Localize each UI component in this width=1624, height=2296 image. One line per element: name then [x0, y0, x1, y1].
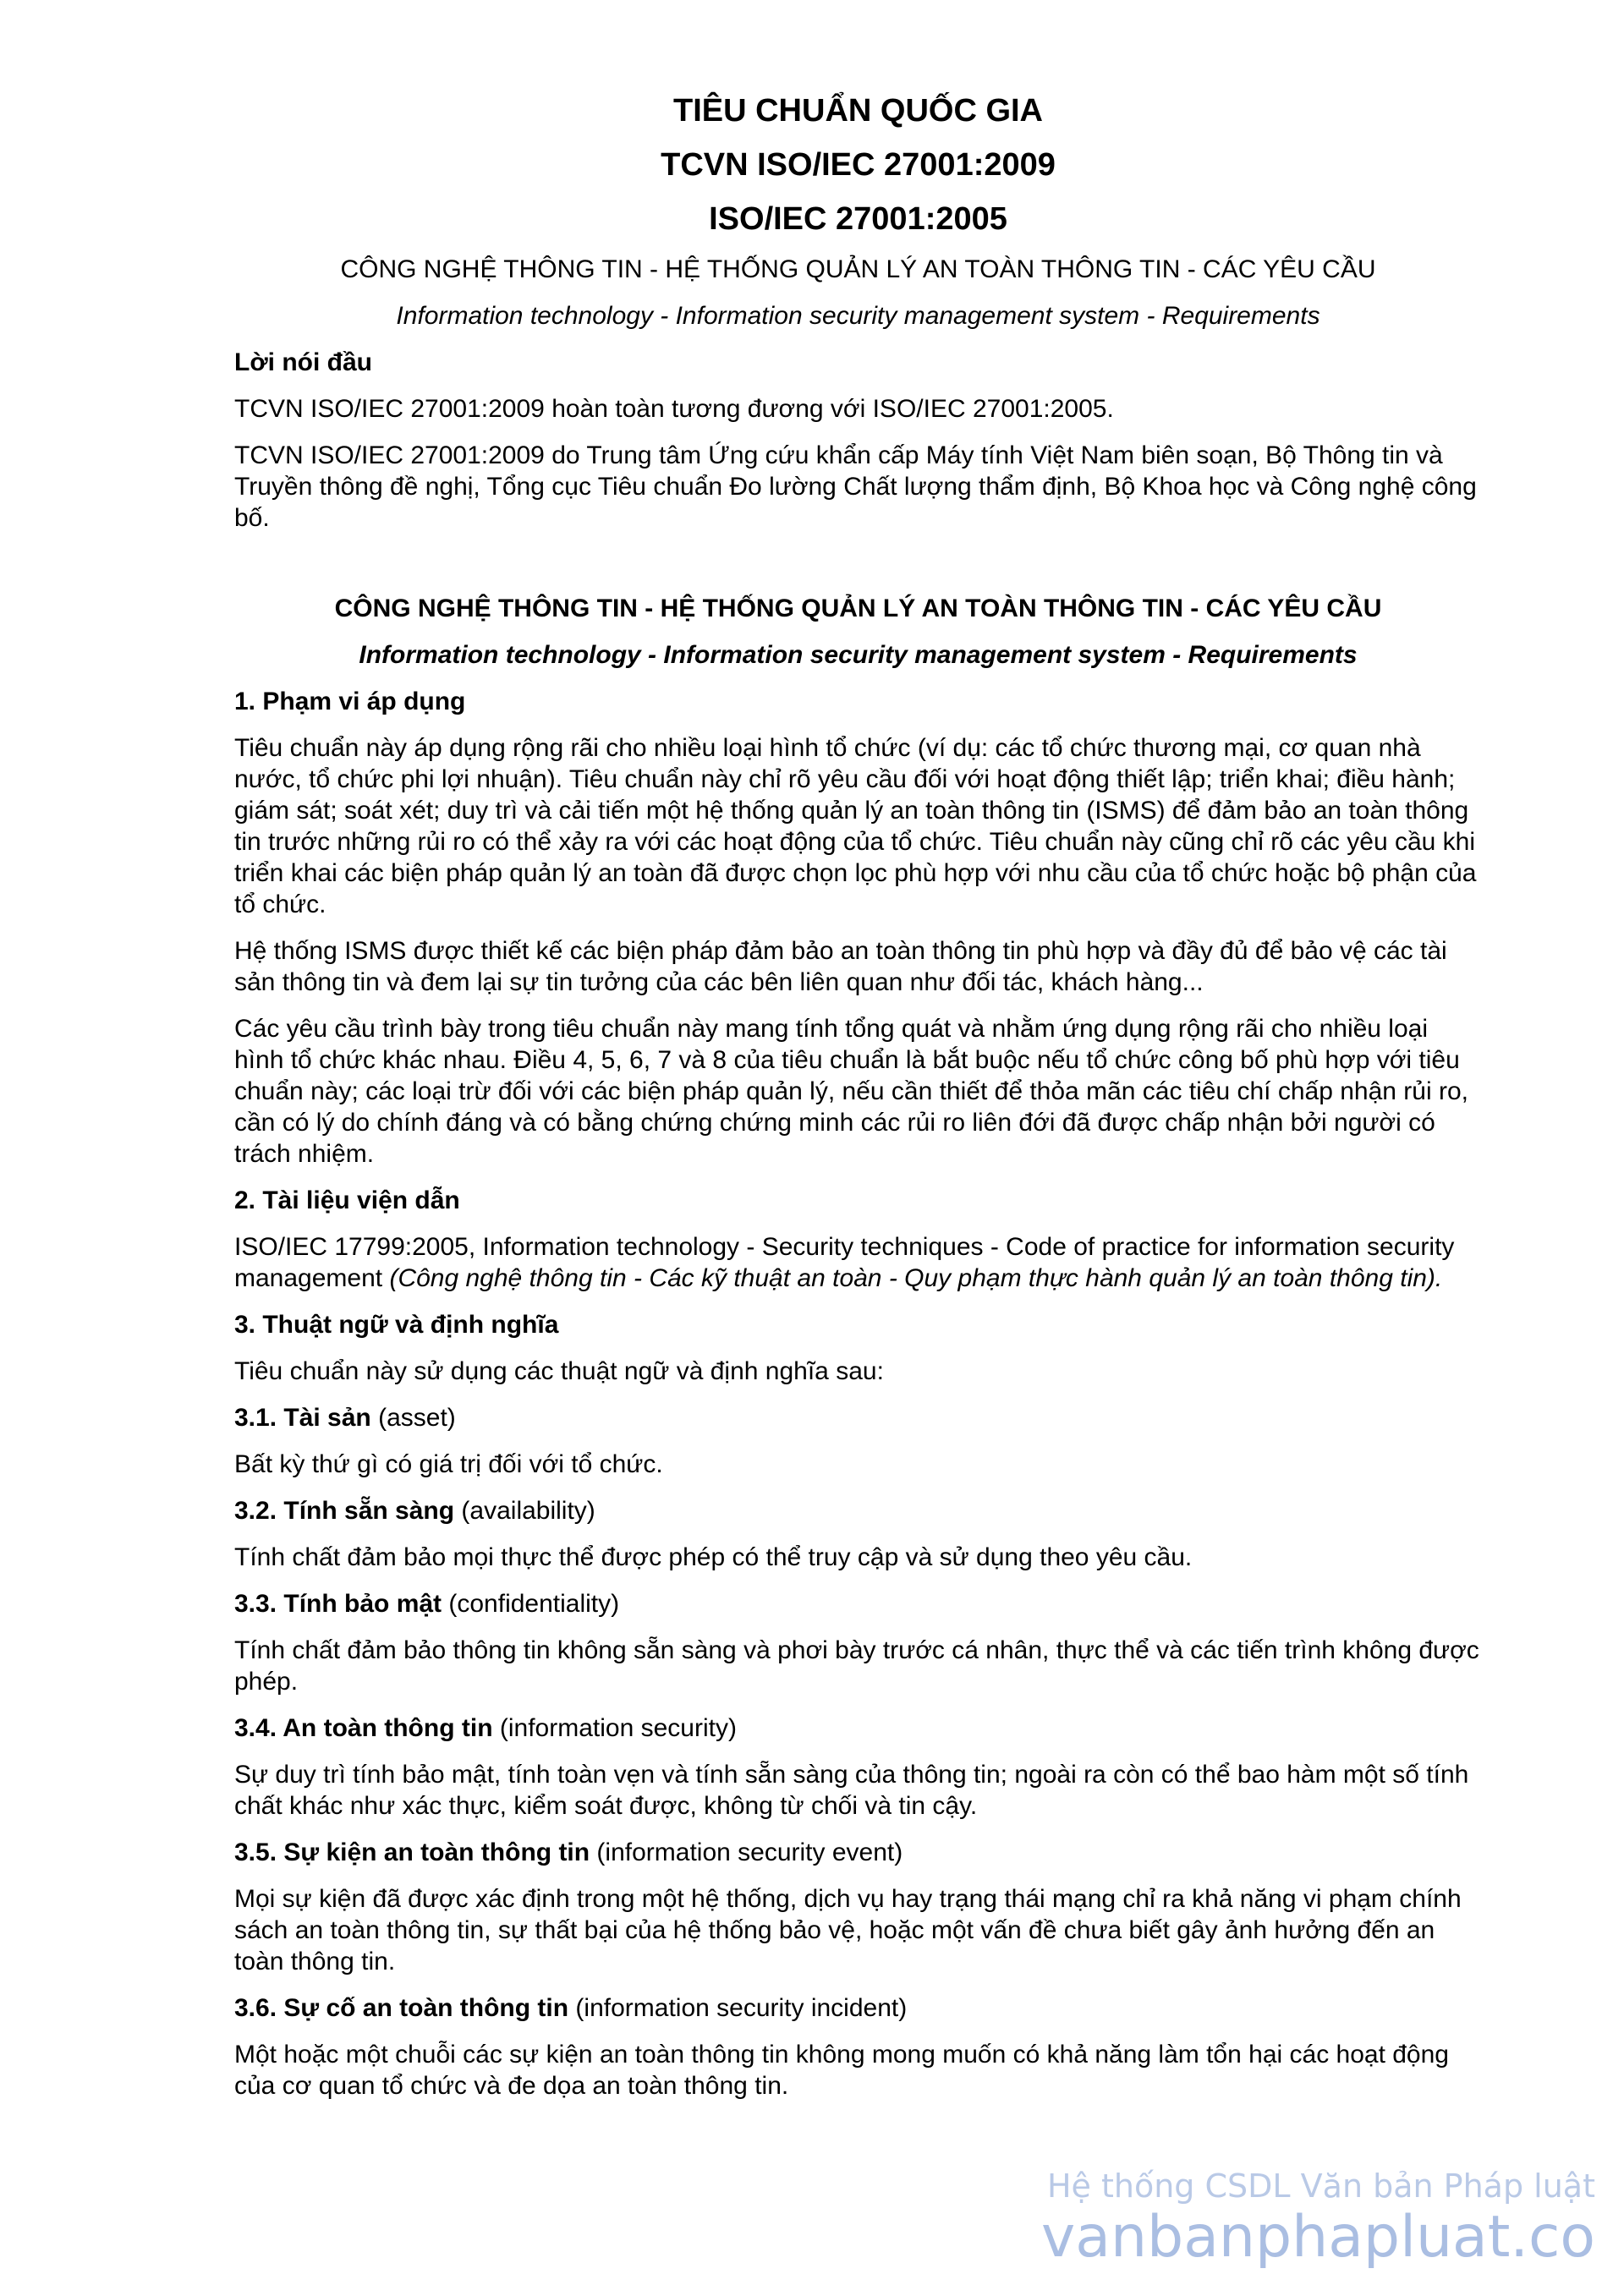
section-paragraph: Hệ thống ISMS được thiết kế các biện pháp đảm bảo an toàn thông tin phù hợp và đầy đủ để bảo vệ các tài sản thông tin và đem lại sự tin tưởng của các bên liên quan như đối tác, khách hàng... — [234, 937, 1447, 996]
term-english: (availability) — [454, 1497, 595, 1525]
watermark-site: vanbanphapluat.co — [1041, 2204, 1595, 2271]
watermark — [1041, 2167, 1595, 2270]
term-heading — [234, 1402, 1482, 1433]
term-number: 3.2. Tính sẵn sàng — [234, 1497, 455, 1525]
section-paragraph: Các yêu cầu trình bày trong tiêu chuẩn này mang tính tổng quát và nhằm ứng dụng rộng rãi cho nhiều loại hình tổ chức khác nhau. Điều 4, 5, 6, 7 và 8 của tiêu chuẩn là bắt buộc nếu tổ chức công bố phù hợp với tiêu chuẩn này; các loại trừ đối với các biện pháp quản lý, nếu cần thiết để thỏa mãn các tiêu chí chấp nhận rủi ro, cần có lý do chính đáng và có bằng chứng chứng minh các rủi ro liên đới đã được chấp nhận bởi người có trách nhiệm. — [234, 1015, 1468, 1168]
section-heading: 1. Phạm vi áp dụng — [234, 688, 466, 715]
reference-translation: (Công nghệ thông tin - Các kỹ thuật an toàn - Quy phạm thực hành quản lý an toàn thông tin). — [389, 1264, 1443, 1292]
term-english: (information security event) — [590, 1838, 903, 1866]
term-heading — [234, 1837, 1482, 1868]
main-title-vi: CÔNG NGHỆ THÔNG TIN - HỆ THỐNG QUẢN LÝ AN TOÀN THÔNG TIN - CÁC YÊU CẦU — [334, 595, 1382, 622]
doc-code: TCVN ISO/IEC 27001:2009 — [661, 147, 1056, 183]
term-english: (asset) — [370, 1404, 456, 1432]
term-definition: Bất kỳ thứ gì có giá trị đối với tổ chức. — [234, 1450, 663, 1478]
foreword-paragraph: TCVN ISO/IEC 27001:2009 hoàn toàn tương đương với ISO/IEC 27001:2005. — [234, 395, 1114, 423]
term-english: (information security incident) — [568, 1994, 908, 2022]
doc-title: TIÊU CHUẨN QUỐC GIA — [673, 93, 1043, 129]
foreword-paragraph: TCVN ISO/IEC 27001:2009 do Trung tâm Ứng cứu khẩn cấp Máy tính Việt Nam biên soạn, Bộ Thông tin và Truyền thông đề nghị, Tổng cục Tiêu chuẩn Đo lường Chất lượng thẩm định, Bộ Khoa học và Công nghệ công bố. — [234, 441, 1477, 532]
term-heading — [234, 1992, 1482, 2024]
term-heading — [234, 1495, 1482, 1526]
section-heading: 3. Thuật ngữ và định nghĩa — [234, 1311, 559, 1339]
term-english: (information security) — [492, 1714, 737, 1742]
watermark-caption: Hệ thống CSDL Văn bản Pháp luật — [1046, 2167, 1595, 2205]
term-number: 3.1. Tài sản — [234, 1404, 371, 1432]
section-heading: 2. Tài liệu viện dẫn — [234, 1186, 460, 1214]
section-paragraph: Tiêu chuẩn này áp dụng rộng rãi cho nhiều loại hình tổ chức (ví dụ: các tổ chức thương mại, cơ quan nhà nước, tổ chức phi lợi nhuận). Tiêu chuẩn này chỉ rõ yêu cầu đối với hoạt động thiết lập; triển khai; điều hành; giám sát; soát xét; duy trì và cải tiến một hệ thống quản lý an toàn thông tin (ISMS) để đảm bảo an toàn thông tin trước những rủi ro có thể xảy ra với các hoạt động của tổ chức. Tiêu chuẩn này cũng chỉ rõ các yêu cầu khi triển khai các biện pháp quản lý an toàn đã được chọn lọc phù hợp với nhu cầu của tổ chức hoặc bộ phận của tổ chức. — [234, 734, 1477, 918]
term-heading — [234, 1588, 1482, 1619]
term-number: 3.4. An toàn thông tin — [234, 1714, 493, 1742]
reference-title: ISO/IEC 17799:2005, Information technology - Security techniques - Code of practice for information security management — [234, 1233, 1455, 1292]
term-number: 3.5. Sự kiện an toàn thông tin — [234, 1838, 590, 1866]
term-definition: Sự duy trì tính bảo mật, tính toàn vẹn và tính sẵn sàng của thông tin; ngoài ra còn có thể bao hàm một số tính chất khác như xác thực, kiểm soát được, không từ chối và tin cậy. — [234, 1761, 1469, 1820]
doc-iso-code: ISO/IEC 27001:2005 — [709, 201, 1007, 237]
term-definition: Một hoặc một chuỗi các sự kiện an toàn thông tin không mong muốn có khả năng làm tổn hại các hoạt động của cơ quan tổ chức và đe dọa an toàn thông tin. — [234, 2041, 1449, 2100]
section-paragraph: Tiêu chuẩn này sử dụng các thuật ngữ và định nghĩa sau: — [234, 1357, 884, 1385]
term-english: (confidentiality) — [442, 1590, 620, 1618]
term-heading — [234, 1712, 1482, 1744]
document-page — [234, 91, 1482, 2117]
reference-paragraph — [234, 1231, 1482, 1294]
doc-subtitle-en: Information technology - Information security management system - Requirements — [396, 302, 1320, 330]
term-number: 3.3. Tính bảo mật — [234, 1590, 442, 1618]
term-definition: Tính chất đảm bảo mọi thực thể được phép có thể truy cập và sử dụng theo yêu cầu. — [234, 1543, 1193, 1571]
doc-subtitle-vi: CÔNG NGHỆ THÔNG TIN - HỆ THỐNG QUẢN LÝ AN TOÀN THÔNG TIN - CÁC YÊU CẦU — [340, 255, 1376, 283]
main-title-en: Information technology - Information security management system - Requirements — [359, 641, 1358, 669]
term-definition: Tính chất đảm bảo thông tin không sẵn sàng và phơi bày trước cá nhân, thực thể và các tiến trình không được phép. — [234, 1636, 1479, 1696]
term-definition: Mọi sự kiện đã được xác định trong một hệ thống, dịch vụ hay trạng thái mạng chỉ ra khả năng vi phạm chính sách an toàn thông tin, sự thất bại của hệ thống bảo vệ, hoặc một vấn đề chưa biết gây ảnh hưởng đến an toàn thông tin. — [234, 1885, 1462, 1975]
term-number: 3.6. Sự cố an toàn thông tin — [234, 1994, 569, 2022]
foreword-heading: Lời nói đầu — [234, 348, 372, 376]
